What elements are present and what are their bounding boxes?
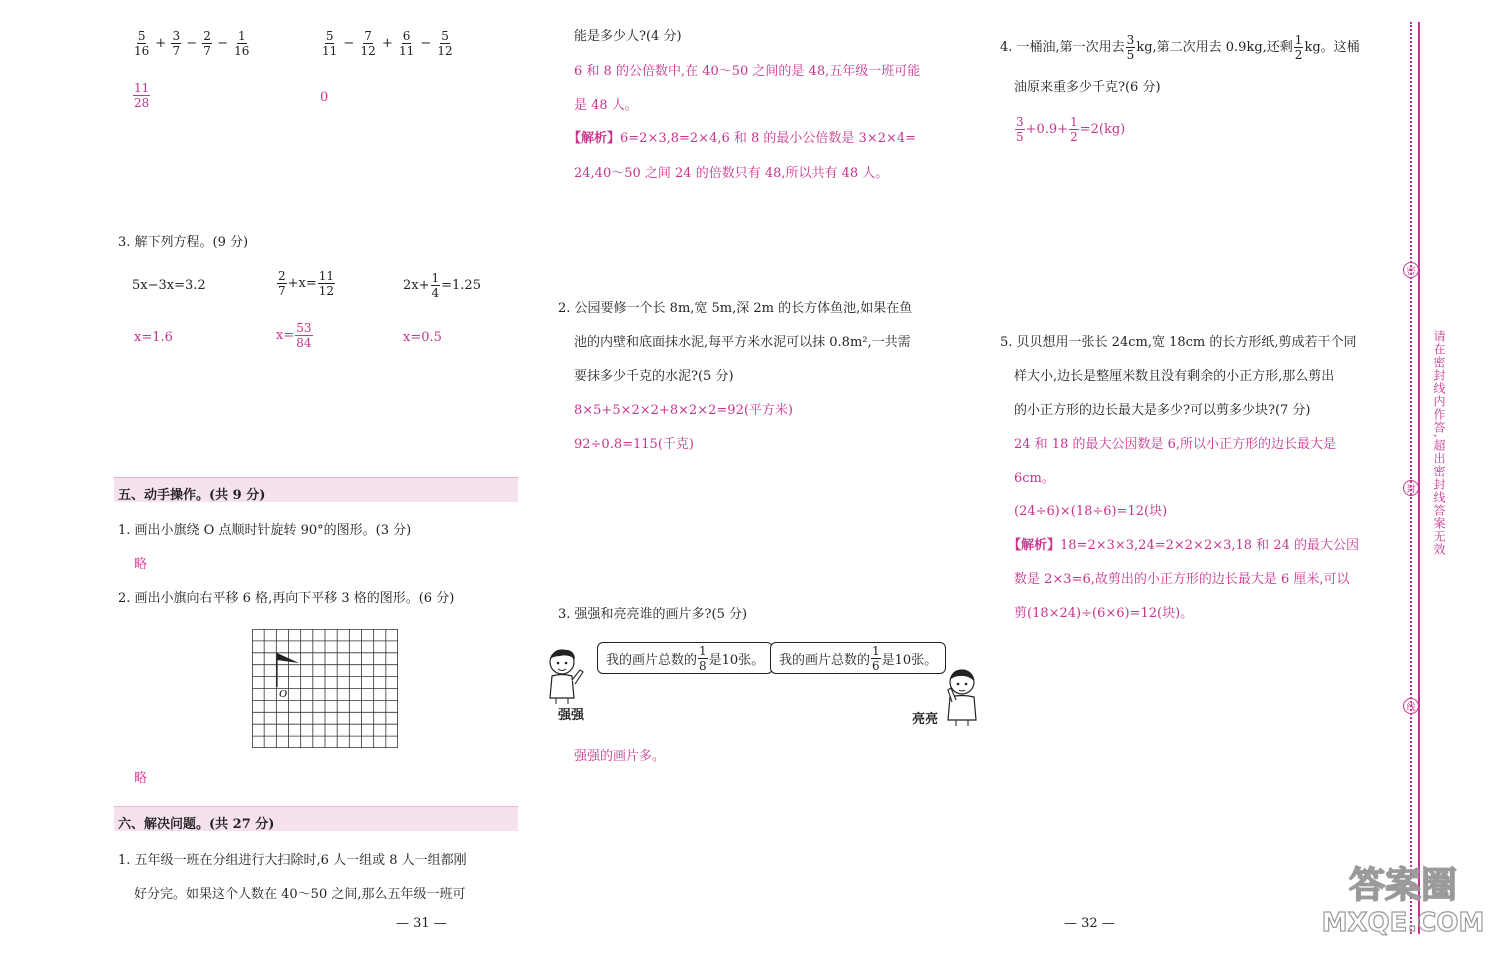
question-5-answer-line-3: (24÷6)×(18÷6)=12(块) (1014, 504, 1168, 519)
section-6-question-1-line-1: 1. 五年级一班在分组进行大扫除时,6 人一组或 8 人一组都刚 (118, 853, 467, 868)
question-4-line-2: 油原来重多少千克?(6 分) (1014, 80, 1161, 95)
analysis-tag: 【解析】 (568, 131, 621, 146)
question-2-line-2: 池的内壁和底面抹水泥,每平方米水泥可以抹 0.8m²,一共需 (574, 335, 911, 350)
expression-1-answer: $\frac{11}{28}$ (134, 81, 150, 110)
question-5-answer-line-1: 24 和 18 的最大公因数是 6,所以小正方形的边长最大是 (1014, 437, 1337, 452)
section-5-question-2: 2. 画出小旗向右平移 6 格,再向下平移 3 格的图形。(6 分) (118, 591, 455, 606)
speech-bubble-qiangqiang: 我的画片总数的 $\frac{1}{8}$ 是10张。 (597, 642, 773, 674)
point-o-label: O (279, 688, 287, 700)
margin-notice: 请在密封线内作答,超出密封线答案无效 (1432, 330, 1446, 556)
equation-1-answer: x=1.6 (134, 330, 173, 345)
question-1-answer-line-2: 是 48 人。 (574, 98, 638, 113)
question-5-line-2: 样大小,边长是整厘米数且没有剩余的小正方形,那么剪出 (1014, 369, 1335, 384)
question-5-answer-line-2: 6cm。 (1014, 471, 1055, 486)
question-5-analysis-line-3: 剪(18×24)÷(6×6)=12(块)。 (1014, 606, 1194, 621)
question-5-line-3: 的小正方形的边长最大是多少?可以剪多少块?(7 分) (1014, 403, 1311, 418)
question-1-continued: 能是多少人?(4 分) (574, 29, 682, 44)
section-5-question-2-answer: 略 (134, 771, 148, 786)
solid-margin-line (1418, 22, 1420, 934)
equation-3-answer: x=0.5 (403, 330, 442, 345)
question-2-line-3: 要抹多少千克的水泥?(5 分) (574, 369, 734, 384)
watermark-logo (1318, 866, 1488, 948)
dotted-seal-line (1410, 22, 1412, 934)
page-number-31: — 31 — (396, 916, 447, 931)
seal-mark-2: 封 (1403, 480, 1419, 496)
equation-3: 2x+ $\frac{1}{4}$ =1.25 (403, 271, 481, 300)
expression-2: $\frac{5}{11}$ − $\frac{7}{12}$ + $\frac{6}{11}$ − $\frac{5}{12}$ (322, 29, 453, 58)
watermark-line-1: 答案圈 (1348, 865, 1457, 906)
equation-2-answer: x= $\frac{53}{84}$ (276, 321, 312, 350)
section-6-title: 六、解决问题。(共 27 分) (118, 817, 275, 832)
kid-name-liangliang: 亮亮 (912, 712, 939, 727)
seal-mark-3: 线 (1403, 698, 1419, 714)
equation-2: $\frac{2}{7}$ +x= $\frac{11}{12}$ (278, 269, 335, 298)
seal-mark-1: 密 (1403, 262, 1419, 278)
flag-shape (277, 653, 299, 663)
question-1-analysis-line-1: 【解析】6=2×3,8=2×4,6 和 8 的最小公倍数是 3×2×4= (568, 131, 917, 146)
question-1-analysis-line-2: 24,40～50 之间 24 的倍数只有 48,所以共有 48 人。 (574, 166, 889, 181)
boy-qiangqiang-illustration (544, 646, 590, 706)
page-number-32: — 32 — (1064, 916, 1115, 931)
question-3-answer: 强强的画片多。 (574, 749, 666, 764)
question-2-line-1: 2. 公园要修一个长 8m,宽 5m,深 2m 的长方体鱼池,如果在鱼 (558, 301, 913, 316)
question-2-answer-line-1: 8×5+5×2×2+8×2×2=92(平方米) (574, 403, 793, 418)
question-4-line-1: 4. 一桶油,第一次用去 $\frac{3}{5}$ kg,第二次用去 0.9kg,还剩 $\frac{1}{2}$ kg。这桶 (1000, 33, 1360, 62)
question-3-line: 3. 强强和亮亮谁的画片多?(5 分) (558, 607, 748, 622)
question-5-analysis-line-2: 数是 2×3=6,故剪出的小正方形的边长最大是 6 厘米,可以 (1014, 572, 1350, 587)
analysis-tag: 【解析】 (1008, 538, 1061, 553)
question-5-analysis-line-1: 【解析】18=2×3×3,24=2×2×2×3,18 和 24 的最大公因 (1008, 538, 1359, 553)
watermark-line-2: MXQE.COM (1321, 908, 1485, 938)
expression-1: $\frac{5}{16}$ + $\frac{3}{7}$ − $\frac{2}{7}$ − $\frac{1}{16}$ (134, 29, 250, 58)
speech-bubble-liangliang: 我的画片总数的 $\frac{1}{6}$ 是10张。 (770, 642, 946, 674)
section-6-question-1-line-2: 好分完。如果这个人数在 40～50 之间,那么五年级一班可 (134, 887, 466, 902)
question-3-title: 3. 解下列方程。(9 分) (118, 235, 249, 250)
section-5-question-1: 1. 画出小旗绕 O 点顺时针旋转 90°的图形。(3 分) (118, 523, 412, 538)
square-grid-figure (252, 629, 398, 748)
question-5-line-1: 5. 贝贝想用一张长 24cm,宽 18cm 的长方形纸,剪成若干个同 (1000, 335, 1357, 350)
section-6-header (114, 806, 518, 831)
boy-liangliang-illustration (938, 666, 984, 728)
question-4-answer: $\frac{3}{5}$ +0.9+ $\frac{1}{2}$ =2(kg) (1016, 115, 1126, 144)
equation-1: 5x−3x=3.2 (132, 278, 206, 293)
expression-2-answer: 0 (320, 90, 329, 105)
question-1-answer-line-1: 6 和 8 的公倍数中,在 40～50 之间的是 48,五年级一班可能 (574, 64, 921, 79)
section-5-title: 五、动手操作。(共 9 分) (118, 488, 266, 503)
section-5-question-1-answer: 略 (134, 557, 148, 572)
kid-name-qiangqiang: 强强 (558, 708, 585, 723)
question-2-answer-line-2: 92÷0.8=115(千克) (574, 437, 694, 452)
section-5-header (114, 477, 518, 502)
